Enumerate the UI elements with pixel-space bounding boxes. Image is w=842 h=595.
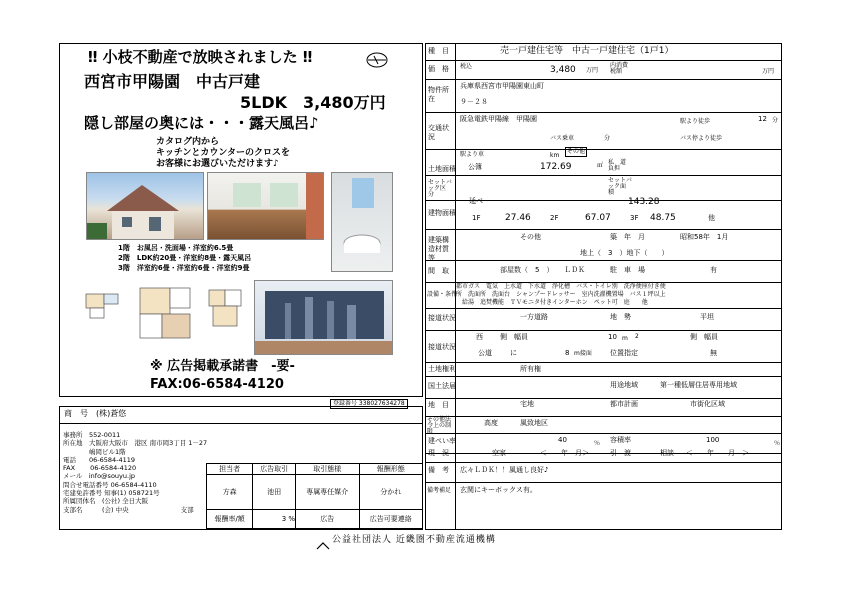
facility-line1: 都市ガス 電気 上水道 下水道 浄化槽 バス・トイレ別 洗浄便座付き便 (456, 283, 666, 290)
far-pct: ％ (774, 440, 781, 447)
price-sub: 税込 (460, 63, 473, 70)
floor3-text: 3階 洋室約6畳・洋室約6畳・洋室約9畳 (118, 264, 250, 272)
f2-label: 2F (550, 214, 559, 222)
shogo-label: 商 号 (64, 409, 88, 418)
walk-unit: 分 (772, 117, 779, 124)
facility-label: 設備・条件 (427, 291, 458, 298)
plan-value: 市街化区域 (690, 400, 725, 408)
chimoku-value: 宅地 (520, 400, 534, 408)
ad-headline: ‼ 小枝不動産で放映されました ‼ (88, 48, 313, 66)
facility-line2: 所 洗面所 洗面台 シャンプードレッサー 室内洗濯機置場 バス１坪以上 (456, 291, 666, 298)
bcr-pct: ％ (594, 440, 601, 447)
chimoku-label: 地 目 (428, 401, 449, 409)
supp-value: 玄関にキーボックス有。 (460, 486, 537, 494)
f-other: 他 (708, 214, 715, 222)
zone-value: 第一種低層住居専用地域 (660, 381, 737, 389)
f3-label: 3F (630, 214, 639, 222)
f1-value: 27.46 (505, 213, 531, 223)
parking-value: 有 (710, 266, 717, 274)
land-other: 私 道負担 (608, 159, 627, 172)
bus-unit: 分 (604, 135, 611, 142)
restrict2: 風致地区 (520, 419, 548, 427)
north-compass-icon (366, 52, 388, 68)
ad-sub2: キッチンとカウンターのクロスを (156, 148, 291, 158)
tax-unit: 万円 (762, 68, 775, 75)
supp-label: 備考補足 (427, 487, 452, 494)
road-width: 10 (608, 333, 617, 341)
road-label: 接道状況 (428, 314, 456, 322)
land-unit: ㎡ (597, 162, 604, 169)
staff-table: 担当者 広告取引 取引態様 報酬形態 方森 池田 専属専任媒介 分かれ 報酬率/額 3 % 広告 広告可要連絡 (206, 463, 423, 529)
bus-walk-label: バス停より徒歩 (680, 135, 723, 142)
traffic-label: 交通状況 (428, 124, 449, 141)
struct-value: その他 (520, 233, 541, 241)
built-value: 昭和58年 1月 (680, 233, 729, 241)
status-month: ＜ 年 月＞ (540, 449, 589, 457)
restrict1: 高度 (484, 419, 498, 427)
bldg-total: 143.28 (628, 197, 660, 207)
type-value: 売一戸建住宅等 中古一戸建住宅（1戸1） (500, 46, 674, 56)
rights-label: 土地権利 (428, 365, 456, 373)
walk-label: 駅より徒歩 (680, 118, 711, 125)
address-line1: 兵庫県西宮市甲陽園東山町 (460, 82, 544, 90)
facility-line3: 給湯 追焚機能 ＴＶモニタ付きインターホン ペット可 庭 他 (456, 299, 648, 306)
status-label: 現 況 (428, 449, 449, 457)
built-label: 築 年 月 (610, 233, 645, 241)
road-side: 西 (476, 333, 483, 341)
law-label: 国土法届 (428, 382, 456, 390)
road2-side: 側 幅員 (690, 333, 718, 341)
direction-value: 平坦 (700, 313, 714, 321)
km-label: 駅より車 (460, 151, 485, 158)
road-value: 一方道路 (520, 313, 548, 321)
floor-plan-1 (84, 290, 126, 320)
far-value: 100 (706, 436, 720, 444)
land-type: 公簿 (468, 163, 482, 171)
struct-label: 建築構造材質等 (428, 236, 449, 262)
road-width-label: 側 幅員 (500, 333, 528, 341)
land-label: 土地面積 (428, 165, 456, 173)
address-line2: ９－２８ (460, 98, 488, 106)
ad-spec: 5LDK 3,480万円 (240, 93, 386, 112)
company-info: 事務所 552-0011 所在地 大阪府大阪市 港区 南市岡3丁目 1－27 嶋岡ビル1階 電話 06-6584-4119 FAX 06-6584-4120 メール info@souyu.jp 問合せ電話番号 06-6584-4110 宅建免許番号 知事(1) 058721号 所属団体名 (公社) 全日大阪 支部名 (会) 中央 支部 (63, 431, 208, 514)
setback-area: セットバック面 積 (608, 177, 633, 196)
frontage-label: に (510, 349, 517, 357)
f1-label: 1F (472, 214, 481, 222)
f2-value: 67.07 (585, 213, 611, 223)
land-value: 172.69 (540, 162, 572, 172)
floor-plan-2 (136, 284, 194, 344)
plan-label: 都市計画 (610, 400, 638, 408)
handover-value: 相談 (660, 449, 674, 457)
walk-value: 12 (758, 115, 767, 123)
bldg-label: 建物面積 (428, 209, 456, 217)
association-logo-icon (316, 536, 330, 546)
floor2-text: 2階 LDK約20畳・洋室約8畳・露天風呂 (118, 254, 252, 262)
other-label: その他 (567, 148, 586, 155)
far-label: 容積率 (610, 436, 631, 444)
location-designation-label: 位置指定 (610, 349, 638, 357)
trade-number: 登録番号 338027634278 (330, 399, 408, 409)
restrict-label: その他法令上の制限 (427, 416, 452, 435)
handover-label: 引 渡 (610, 449, 631, 457)
parking-label: 駐 車 場 (610, 266, 645, 274)
km-unit: km (550, 152, 560, 159)
footer-text: 公益社団法人 近畿圏不動産流通機構 (332, 535, 496, 545)
tax-label: 内消費税額 (610, 62, 629, 75)
price-unit: 万円 (586, 67, 599, 74)
bathroom-photo (331, 172, 393, 272)
direction-label: 地 勢 (610, 313, 631, 321)
floors-value: 地上（ 3 ）地下（ ） (580, 249, 669, 257)
rights-value: 所有権 (520, 365, 541, 373)
ad-sub1: カタログ内から (156, 137, 220, 147)
layout-label: 間 取 (428, 267, 449, 275)
ad-sub3: お客様にお選びいただけます♪ (156, 159, 279, 169)
location-designation-value: 無 (710, 349, 717, 357)
bcr-value: 40 (558, 436, 567, 444)
living-room-photo (207, 172, 324, 240)
setback-label: セットバック区 分 (428, 179, 453, 198)
frontage-value: 8 (565, 349, 570, 357)
bcr-label: 建ぺい率 (428, 437, 456, 445)
frontage-unit: m接面 (574, 350, 592, 357)
exterior-photo (86, 172, 204, 240)
rooftop-room-photo (254, 280, 393, 355)
floor-plan-3 (205, 286, 245, 330)
remarks-value: 広々ＬＤＫ！！風通し良好♪ (460, 466, 549, 474)
ad-fax: FAX:06-6584-4120 (150, 377, 284, 392)
road2-num: 2 (635, 333, 639, 340)
ad-title: 西宮市甲陽園 中古戸建 (84, 72, 261, 91)
status-value: 空家 (492, 449, 506, 457)
type-label: 種 目 (428, 47, 449, 55)
price-label: 価 格 (428, 65, 449, 73)
bldg-total-label: 延べ (469, 197, 483, 205)
location-label: 物件所在 (428, 86, 449, 103)
zone-label: 用途地域 (610, 381, 638, 389)
road-detail-label: 接道状況 (428, 343, 456, 351)
ad-notice: ※ 広告掲載承諾書 -要- (150, 359, 295, 374)
company-name: (株)蒼悠 (96, 409, 127, 418)
floor1-text: 1階 お風呂・洗面場・洋室約6.5畳 (118, 244, 234, 252)
public-label: 公道 (478, 349, 492, 357)
f3-value: 48.75 (650, 213, 676, 223)
remarks-label: 備 考 (428, 466, 449, 474)
layout-value: 部屋数（ 5 ） ＬＤＫ (500, 266, 585, 274)
road-width-unit: m (622, 335, 628, 342)
handover-date: ＜ 年 月 ＞ (686, 449, 749, 457)
price-value: 3,480 (550, 65, 576, 75)
ad-catch: 隠し部屋の奥には・・・露天風呂♪ (84, 114, 319, 132)
bus-label: バス乗車 (550, 135, 575, 142)
line-value: 阪急電鉄甲陽線 甲陽園 (460, 115, 537, 123)
